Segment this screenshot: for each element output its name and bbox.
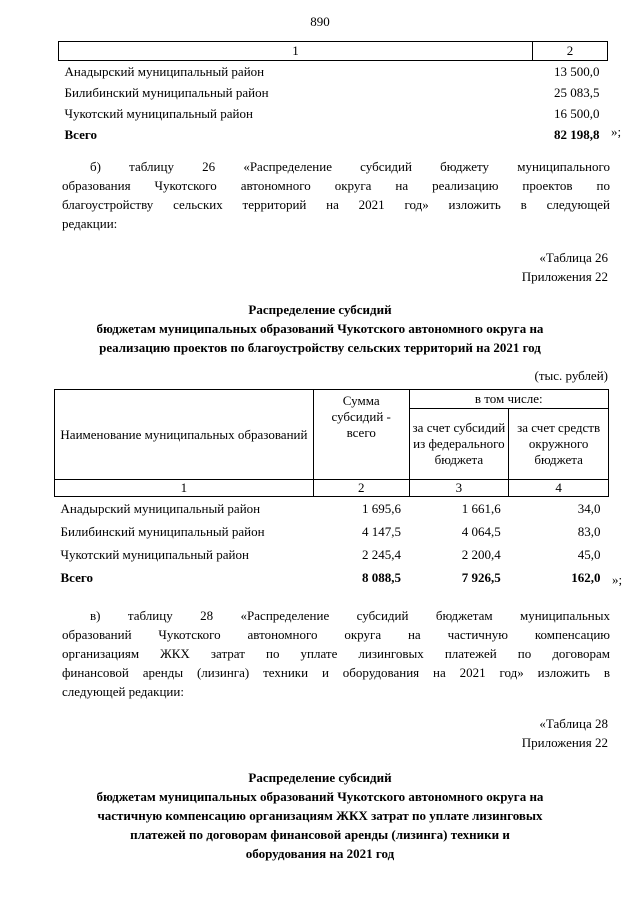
table-header-row: [59, 42, 608, 61]
table-header-row: [55, 390, 609, 409]
header-including: в том числе:: [409, 390, 608, 409]
row-sum: 1 695,6: [362, 500, 402, 516]
row-federal: 1 661,6: [461, 500, 501, 516]
table-closing-quote: »;: [612, 572, 623, 587]
units-label: (тыс. рублей): [534, 368, 608, 383]
table-row: [55, 520, 609, 543]
title-line: оборудования на 2021 год: [245, 846, 395, 861]
table-26-reference: [522, 248, 608, 286]
table-number: «Таблица 26: [539, 250, 608, 265]
header-federal: за счет субсидий из федерального бюджета: [409, 409, 509, 480]
table-row: [55, 543, 609, 566]
total-label: Всего: [64, 126, 97, 142]
paragraph-line: образования Чукотского автономного округа на реализацию проектов по: [62, 178, 610, 193]
table-row: [59, 82, 608, 103]
table-total-row: [55, 566, 609, 589]
paragraph-line: [62, 157, 610, 176]
paragraph-b: [62, 157, 610, 233]
column-index-1: 1: [59, 42, 533, 61]
title-line: частичную компенсацию организациям ЖКХ затрат по уплате лизинговых: [97, 808, 543, 823]
title-line: Распределение субсидий: [248, 770, 392, 785]
column-index-2: 2: [313, 480, 409, 497]
appendix-number: Приложения 22: [521, 735, 608, 750]
table-row: [59, 61, 608, 83]
title-line: Распределение субсидий: [248, 302, 392, 317]
paragraph-line: финансовой аренды (лизинга) техники и оборудования на 2021 год» изложить в: [62, 665, 610, 680]
row-value: 16 500,0: [554, 105, 600, 121]
row-sum: 4 147,5: [362, 523, 402, 539]
table-closing-quote: »;: [611, 124, 622, 139]
column-index-4: 4: [509, 480, 609, 497]
paragraph-line: редакции:: [62, 216, 118, 231]
row-name: Билибинский муниципальный район: [60, 523, 265, 539]
page-number: 890: [310, 14, 330, 29]
row-name: Чукотский муниципальный район: [60, 546, 249, 562]
column-index-1: 1: [55, 480, 314, 497]
total-federal: 7 926,5: [461, 569, 501, 585]
appendix-number: Приложения 22: [521, 269, 608, 284]
paragraph-text: в) таблицу 28 «Распределение субсидий бюджетам муниципальных: [90, 608, 610, 623]
row-district: 34,0: [577, 500, 601, 516]
row-district: 83,0: [577, 523, 601, 539]
paragraph-line: благоустройству сельских территорий на 2021 год» изложить в следующей: [62, 197, 610, 212]
column-index-2: 2: [533, 42, 608, 61]
row-name: Анадырский муниципальный район: [60, 500, 261, 516]
title-line: бюджетам муниципальных образований Чукотского автономного округа на: [96, 321, 544, 336]
row-federal: 4 064,5: [461, 523, 501, 539]
row-district: 45,0: [577, 546, 601, 562]
table-26: [54, 389, 609, 589]
row-name: Анадырский муниципальный район: [64, 63, 265, 79]
table-number: «Таблица 28: [539, 716, 608, 731]
title-line: реализацию проектов по благоустройству сельских территорий на 2021 год: [99, 340, 541, 355]
header-sum: Сумма субсидий - всего: [313, 390, 409, 480]
row-federal: 2 200,4: [461, 546, 501, 562]
row-value: 13 500,0: [554, 63, 600, 79]
total-sum: 8 088,5: [362, 569, 402, 585]
table-row: [59, 103, 608, 124]
header-name: Наименование муниципальных образований: [55, 390, 314, 480]
table-28-reference: [522, 714, 608, 752]
row-sum: 2 245,4: [362, 546, 402, 562]
paragraph-text: б) таблицу 26 «Распределение субсидий бюджету муниципального: [90, 159, 610, 174]
paragraph-line: организациям ЖКХ затрат по уплате лизинговых платежей по договорам: [62, 646, 610, 661]
table-26-title: [0, 300, 640, 357]
table-total-row: [59, 124, 608, 145]
row-value: 25 083,5: [554, 84, 600, 100]
title-line: платежей по договорам финансовой аренды (лизинга) техники и: [130, 827, 510, 842]
table-28-title: [0, 768, 640, 863]
total-district: 162,0: [571, 569, 601, 585]
paragraph-line: [62, 606, 610, 625]
table-index-row: [55, 480, 609, 497]
title-line: бюджетам муниципальных образований Чукотского автономного округа на: [96, 789, 544, 804]
total-value: 82 198,8: [554, 126, 600, 142]
paragraph-v: [62, 606, 610, 701]
row-name: Билибинский муниципальный район: [64, 84, 269, 100]
paragraph-line: следующей редакции:: [62, 684, 184, 699]
table-row: [55, 497, 609, 521]
column-index-3: 3: [409, 480, 509, 497]
header-district: за счет средств окружного бюджета: [509, 409, 609, 480]
table-25-continuation: [58, 41, 608, 145]
row-name: Чукотский муниципальный район: [64, 105, 253, 121]
paragraph-line: образований Чукотского автономного округа на частичную компенсацию: [62, 627, 610, 642]
total-label: Всего: [60, 569, 93, 585]
